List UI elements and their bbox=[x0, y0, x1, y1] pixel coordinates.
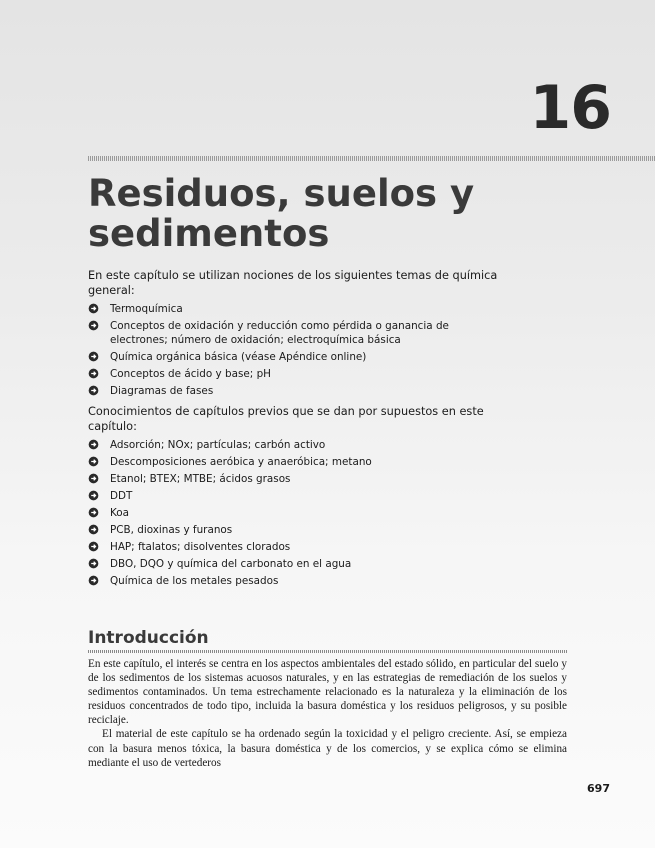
list-item-text: Termoquímica bbox=[110, 303, 183, 315]
list-item bbox=[88, 384, 498, 398]
introduction-dotted-rule bbox=[88, 650, 567, 653]
arrow-circle-icon bbox=[88, 303, 99, 314]
arrow-circle-icon bbox=[88, 558, 99, 569]
list-item-text: DDT bbox=[110, 490, 133, 502]
list-item-text: Koa bbox=[110, 507, 130, 519]
general-topics-list bbox=[88, 302, 498, 398]
arrow-circle-icon bbox=[88, 473, 99, 484]
list-item-text: Adsorción; NOx; partículas; carbón activo bbox=[110, 439, 326, 451]
arrow-circle-icon bbox=[88, 541, 99, 552]
general-topics-intro: En este capítulo se utilizan nociones de los siguientes temas de química general: bbox=[88, 269, 498, 297]
list-item-text: Descomposiciones aeróbica y anaeróbica; metano bbox=[110, 456, 372, 468]
arrow-circle-icon bbox=[88, 456, 99, 467]
list-item bbox=[88, 472, 498, 486]
list-item-text: Diagramas de fases bbox=[110, 385, 214, 397]
list-item-text: HAP; ftalatos; disolventes clorados bbox=[110, 541, 291, 553]
list-item-text: Química orgánica básica (véase Apéndice online) bbox=[110, 351, 367, 363]
arrow-circle-icon bbox=[88, 439, 99, 450]
previous-topics-list bbox=[88, 438, 498, 588]
list-item bbox=[88, 350, 498, 364]
list-item-text: Conceptos de ácido y base; pH bbox=[110, 368, 271, 380]
list-item-text: PCB, dioxinas y furanos bbox=[110, 524, 233, 536]
list-item-text: Etanol; BTEX; MTBE; ácidos grasos bbox=[110, 473, 291, 485]
list-item bbox=[88, 523, 498, 537]
arrow-circle-icon bbox=[88, 507, 99, 518]
header-dotted-rule bbox=[88, 156, 655, 161]
list-item bbox=[88, 367, 498, 381]
chapter-title: Residuos, suelos y sedimentos bbox=[88, 172, 475, 255]
introduction-paragraph-1: En este capítulo, el interés se centra en los aspectos ambientales del estado sólido, en particular del suelo y de los sedimentos de los sistemas acuosos naturales, y en las estrategias de remediación de los suelos y sedimentos contaminados. Un tema estrechamente relacionado es la naturaleza y la eliminación de los residuos concentrados de todo tipo, incluida la basura doméstica y los residuos peligrosos, y su posible reciclaje. bbox=[88, 658, 567, 727]
list-item bbox=[88, 506, 498, 520]
list-item bbox=[88, 438, 498, 452]
arrow-circle-icon bbox=[88, 368, 99, 379]
introduction-heading: Introducción bbox=[88, 628, 209, 648]
list-item-text: DBO, DQO y química del carbonato en el agua bbox=[110, 558, 352, 570]
arrow-circle-icon bbox=[88, 351, 99, 362]
arrow-circle-icon bbox=[88, 524, 99, 535]
list-item bbox=[88, 319, 498, 347]
introduction-paragraph-2: El material de este capítulo se ha ordenado según la toxicidad y el peligro creciente. Así, se empieza con la basura menos tóxica, la basura doméstica y de los comercios, y se explica cómo se elimina mediante el uso de vertederos bbox=[88, 728, 567, 769]
list-item bbox=[88, 540, 498, 554]
previous-topics-intro: Conocimientos de capítulos previos que se dan por supuestos en este capítulo: bbox=[88, 405, 484, 433]
list-item bbox=[88, 302, 498, 316]
arrow-circle-icon bbox=[88, 385, 99, 396]
introduction-body bbox=[88, 657, 567, 770]
list-item-text: Química de los metales pesados bbox=[110, 575, 279, 587]
list-item bbox=[88, 557, 498, 571]
page-number: 697 bbox=[587, 782, 610, 795]
arrow-circle-icon bbox=[88, 490, 99, 501]
list-item bbox=[88, 574, 498, 588]
chapter-number: 16 bbox=[529, 73, 611, 143]
arrow-circle-icon bbox=[88, 320, 99, 331]
prerequisites-section bbox=[88, 268, 498, 594]
list-item bbox=[88, 489, 498, 503]
arrow-circle-icon bbox=[88, 575, 99, 586]
list-item-text: Conceptos de oxidación y reducción como pérdida o ganancia de electrones; número de oxidación; electroquímica básica bbox=[110, 320, 449, 346]
list-item bbox=[88, 455, 498, 469]
